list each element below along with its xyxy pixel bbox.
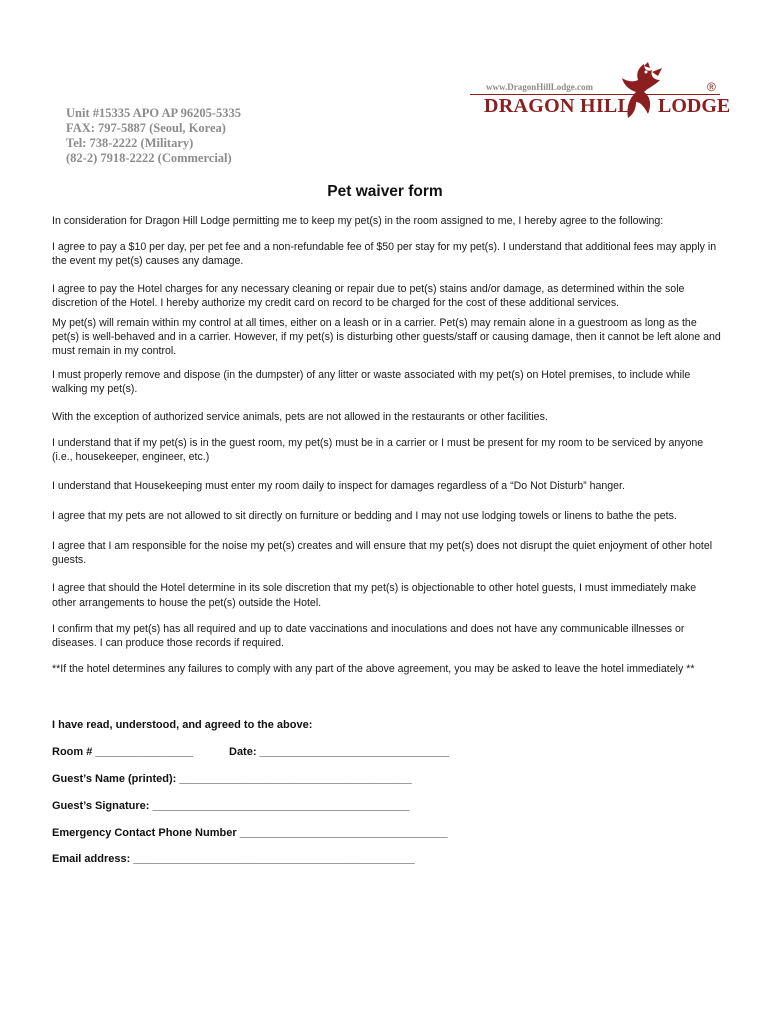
contact-fax: FAX: 797-5887 (Seoul, Korea) (66, 121, 226, 135)
paragraph-servicing: I understand that if my pet(s) is in the guest room, my pet(s) must be in a carrier or I must be present for my room to be serviced by anyone (i.e., housekeeper, engineer, etc.) (52, 437, 704, 464)
page-title: Pet waiver form (327, 183, 443, 200)
contact-tel-military: Tel: 738-2222 (Military) (66, 136, 194, 150)
room-number-field[interactable]: Room # ________________ (52, 746, 194, 758)
date-field[interactable]: Date: _______________________________ (229, 746, 450, 758)
room-date-row (52, 746, 732, 758)
email-field[interactable]: Email address: ______________________________________________ (52, 853, 415, 865)
paragraph-control: My pet(s) will remain within my control at all times, either on a leash or in a carrier. Pet(s) may remain alone in a guestroom as long as the pet(s) is well-behaved and in a carrier. However, if my pet(s) is disturbing other guests/staff or causing damage, then it cannot be left alone and must remain in my control. (52, 317, 721, 358)
logo-wordmark-left: DRAGON HILL (484, 95, 632, 117)
paragraph-warning: **If the hotel determines any failures to comply with any part of the above agreement, you may be asked to leave the hotel immediately ** (52, 663, 695, 676)
paragraph-housekeeping: I understand that Housekeeping must enter my room daily to inspect for damages regardless of a “Do Not Disturb” hanger. (52, 479, 625, 492)
registered-mark: ® (707, 80, 716, 94)
guest-name-field[interactable]: Guest’s Name (printed): ______________________________________ (52, 773, 412, 785)
contact-address: Unit #15335 APO AP 96205-5335 (66, 106, 242, 120)
paragraph-facilities: With the exception of authorized service animals, pets are not allowed in the restaurants or other facilities. (52, 411, 548, 424)
paragraph-noise: I agree that I am responsible for the noise my pet(s) creates and will ensure that my pet(s) does not disrupt the quiet enjoyment of other hotel guests. (52, 540, 713, 567)
paragraph-damage: I agree to pay the Hotel charges for any necessary cleaning or repair due to pet(s) stains and/or damage, as determined within the sole discretion of the Hotel. I hereby authorize my credit card on record to be charged for the cost of these additional services. (52, 282, 685, 309)
contact-tel-commercial: (82-2) 7918-2222 (Commercial) (66, 151, 232, 165)
paragraph-objectionable: I agree that should the Hotel determine in its sole discretion that my pet(s) is objectionable to other hotel guests, I must immediately make other arrangements to house the pet(s) outside the Hotel. (52, 582, 697, 609)
logo-url: www.DragonHillLodge.com (486, 82, 593, 92)
hotel-contact-info (66, 106, 241, 166)
signature-heading: I have read, understood, and agreed to the above: (52, 719, 313, 731)
paragraph-vaccinations: I confirm that my pet(s) has all required and up to date vaccinations and inoculations and does not have any communicable illnesses or diseases. I can produce those records if required. (52, 622, 685, 650)
guest-signature-field[interactable]: Guest’s Signature: __________________________________________ (52, 800, 410, 812)
paragraph-waste: I must properly remove and dispose (in the dumpster) of any litter or waste associated with my pet(s) on Hotel premises, to include while walking my pet(s). (52, 368, 691, 395)
waiver-terms (52, 214, 722, 676)
paragraph-furniture: I agree that my pets are not allowed to sit directly on furniture or bedding and I may not use lodging towels or linens to bathe the pets. (52, 509, 677, 522)
paragraph-fees: I agree to pay a $10 per day, per pet fee and a non-refundable fee of $50 per stay for my pet(s). I understand that additional fees may apply in the event my pet(s) causes any damage. (52, 241, 717, 268)
emergency-phone-field[interactable]: Emergency Contact Phone Number __________________________________ (52, 827, 448, 839)
logo-wordmark-right: LODGE (658, 95, 731, 117)
paragraph-intro: In consideration for Dragon Hill Lodge permitting me to keep my pet(s) in the room assigned to me, I hereby agree to the following: (52, 215, 664, 227)
